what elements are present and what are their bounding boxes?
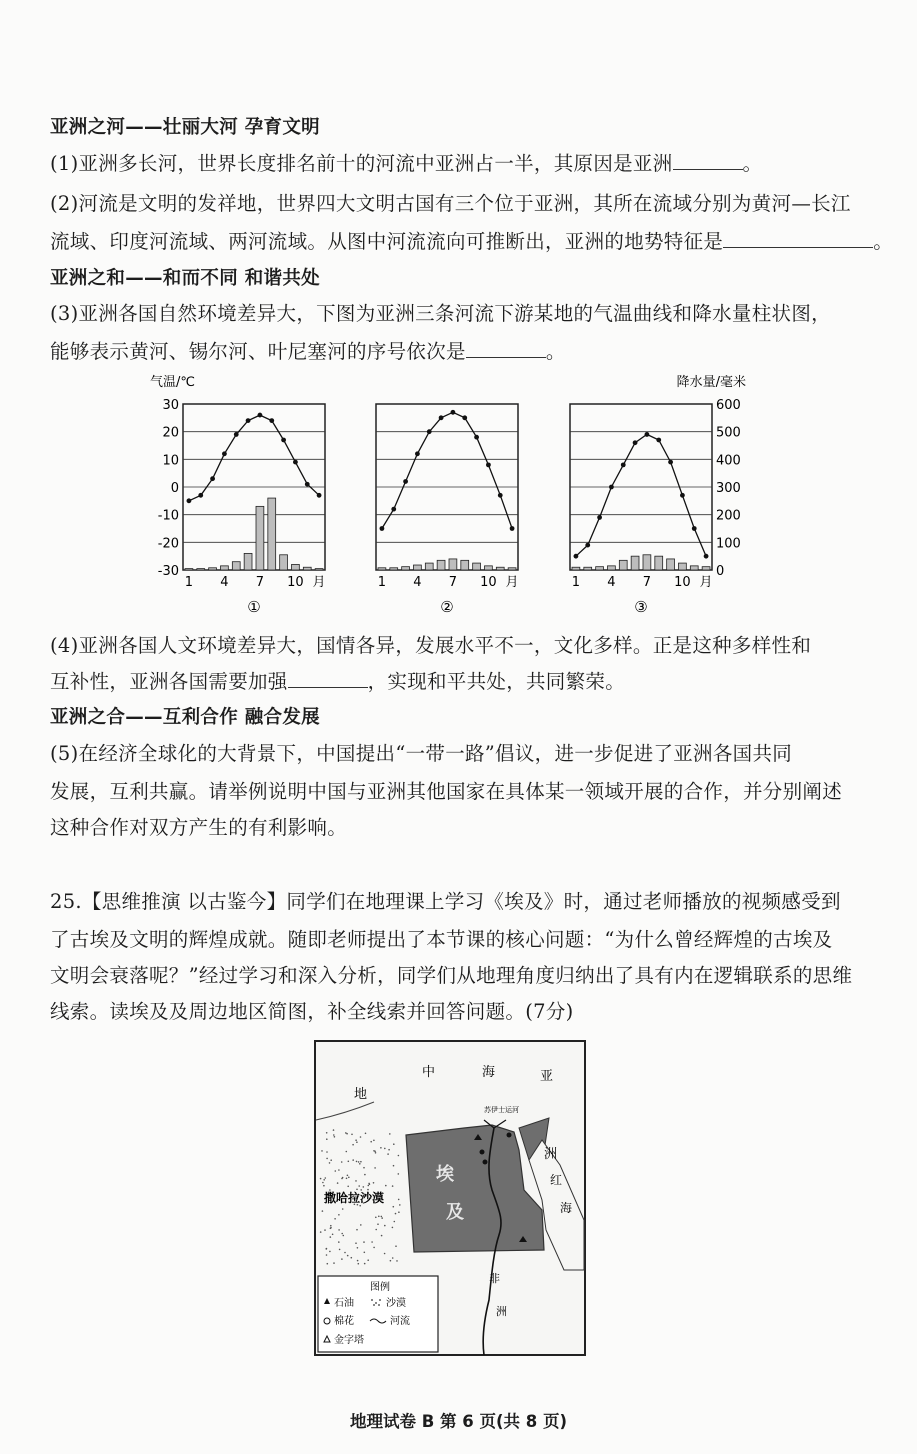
x-tick-label: 10 <box>287 575 304 590</box>
precipitation-bar <box>596 567 604 570</box>
label-africa-fei: 非 <box>489 1272 500 1285</box>
x-tick-label: 4 <box>413 575 422 590</box>
precipitation-bar <box>197 569 205 570</box>
x-tick-label: 月 <box>699 575 713 590</box>
precipitation-bar <box>631 556 639 570</box>
temperature-point <box>380 526 385 531</box>
sand-dot <box>363 1186 365 1188</box>
temperature-point <box>704 554 709 559</box>
question-3-line1: (3)亚洲各国自然环境差异大，下图为亚洲三条河流下游某地的气温曲线和降水量柱状图， <box>50 302 831 325</box>
q1-end: 。 <box>742 152 763 175</box>
temperature-point <box>281 438 286 443</box>
sand-dot <box>388 1149 390 1151</box>
y-tick-label-right: 200 <box>716 508 741 524</box>
sand-dot <box>323 1185 325 1187</box>
sand-dot <box>394 1221 396 1223</box>
sand-dot <box>320 1178 322 1180</box>
page-footer: 地理试卷 B 第 6 页(共 8 页) <box>349 1412 568 1431</box>
sand-dot <box>326 1248 328 1250</box>
temperature-point <box>621 462 626 467</box>
legend-cotton: 棉花 <box>334 1316 354 1327</box>
temperature-point <box>680 493 685 498</box>
sand-dot <box>321 1150 323 1152</box>
x-tick-label: 1 <box>377 575 387 590</box>
precipitation-bar <box>584 567 592 570</box>
question-25-line2: 了古埃及文明的辉煌成就。随即老师提出了本节课的核心问题：“为什么曾经辉煌的古埃及 <box>50 928 833 951</box>
label-asia: 亚 <box>540 1069 554 1084</box>
sand-dot <box>347 1255 349 1257</box>
temperature-point <box>246 418 251 423</box>
precipitation-bar <box>619 560 627 570</box>
precipitation-bar <box>268 498 276 570</box>
precipitation-bar <box>655 556 663 570</box>
sand-dot <box>389 1133 391 1135</box>
sand-dot <box>329 1251 331 1253</box>
x-tick-label: 7 <box>448 575 458 590</box>
y-tick-label-left: 20 <box>162 425 179 441</box>
sand-dot <box>322 1182 324 1184</box>
label-hai: 海 <box>482 1065 496 1080</box>
sand-dot <box>332 1234 334 1236</box>
sand-dot <box>356 1161 358 1163</box>
precipitation-bar <box>437 560 445 570</box>
precipitation-bar <box>496 567 504 570</box>
sand-dot <box>364 1174 366 1176</box>
sand-dot <box>363 1167 365 1169</box>
sand-dot <box>334 1218 336 1220</box>
sand-dot <box>357 1247 359 1249</box>
y-tick-label-left: -30 <box>157 564 179 579</box>
label-zhong: 中 <box>422 1065 436 1080</box>
sand-dot <box>360 1224 362 1226</box>
sand-dot <box>373 1150 375 1152</box>
y-tick-label-right: 400 <box>716 453 741 469</box>
sand-dot <box>346 1151 348 1153</box>
q4-text: 互补性，亚洲各国需要加强 <box>50 670 288 693</box>
sand-dot <box>347 1186 349 1188</box>
sand-dot <box>364 1252 366 1254</box>
y-axis-title-right: 降水量/毫米 <box>676 375 746 390</box>
y-tick-label-left: 0 <box>170 481 179 496</box>
x-tick-label: 10 <box>674 575 691 590</box>
sand-dot <box>348 1161 350 1163</box>
sand-dot <box>365 1133 367 1135</box>
sand-dot <box>368 1183 370 1185</box>
temperature-point <box>403 479 408 484</box>
sand-dot <box>359 1163 361 1165</box>
sand-dot <box>355 1180 357 1182</box>
sand-dot <box>358 1161 360 1163</box>
sand-dot <box>330 1159 332 1161</box>
precipitation-bar <box>185 569 193 570</box>
temperature-point <box>486 462 491 467</box>
precipitation-bar <box>280 555 288 570</box>
sand-dot <box>338 1241 340 1243</box>
sand-dot <box>330 1236 332 1238</box>
question-2-line2 <box>50 228 894 256</box>
sand-dot <box>352 1159 354 1161</box>
sand-dot <box>351 1257 353 1259</box>
label-egypt-2: 及 <box>446 1202 464 1223</box>
legend-oil: 石油 <box>334 1298 354 1309</box>
sand-dot <box>326 1254 328 1256</box>
section1-heading: 亚洲之河——壮丽大河 孕育文明 <box>50 117 320 138</box>
sand-dot <box>342 1177 344 1179</box>
precipitation-bar <box>485 566 493 570</box>
answer-blank-2[interactable] <box>723 231 873 248</box>
y-tick-label-right: 600 <box>716 398 741 413</box>
sand-dot <box>352 1144 354 1146</box>
question-5-line2: 发展，互利共赢。请举例说明中国与亚洲其他国家在具体某一领域开展的合作，并分别阐述 <box>50 780 843 803</box>
sand-dot <box>325 1177 327 1179</box>
precipitation-bar <box>449 559 457 570</box>
question-3-line2 <box>50 338 890 366</box>
precipitation-bar <box>402 567 410 570</box>
temperature-line <box>189 415 319 501</box>
sand-dot <box>392 1227 394 1229</box>
sand-dot <box>390 1260 392 1262</box>
sand-dot <box>392 1185 394 1187</box>
y-tick-label-right: 300 <box>716 481 741 496</box>
precipitation-bar <box>390 568 398 570</box>
precipitation-bar <box>244 553 252 570</box>
precipitation-bar <box>378 568 386 570</box>
climate-charts <box>140 372 780 622</box>
temperature-point <box>609 485 614 490</box>
sand-dot <box>398 1211 400 1213</box>
question-4-line1: (4)亚洲各国人文环境差异大，国情各异，发展水平不一，文化多样。正是这种多样性和 <box>50 634 812 657</box>
sand-dot <box>334 1136 336 1138</box>
sand-dot <box>358 1185 360 1187</box>
sand-dot <box>343 1235 345 1237</box>
label-di: 地 <box>354 1087 368 1102</box>
sand-dot <box>378 1216 380 1218</box>
y-tick-label-right: 0 <box>716 564 725 579</box>
x-tick-label: 4 <box>607 575 616 590</box>
sand-dot <box>330 1227 332 1229</box>
sand-dot <box>393 1206 395 1208</box>
temperature-line <box>576 434 706 556</box>
label-zhou: 洲 <box>544 1147 558 1162</box>
temperature-point <box>668 460 673 465</box>
label-sahara: 撒哈拉沙漠 <box>324 1191 385 1205</box>
q3-end: 。 <box>545 340 566 363</box>
precipitation-bar <box>414 565 422 570</box>
sand-dot <box>387 1153 389 1155</box>
legend-title: 图例 <box>370 1282 390 1293</box>
precipitation-bar <box>232 562 240 570</box>
sand-dot <box>380 1147 382 1149</box>
precipitation-bar <box>209 568 217 570</box>
sand-dot <box>330 1225 332 1227</box>
x-tick-label: 月 <box>505 575 519 590</box>
egypt-map <box>314 1040 586 1356</box>
sand-dot <box>324 1229 326 1231</box>
y-tick-label-left: 30 <box>162 398 179 413</box>
sand-dot <box>375 1217 377 1219</box>
sand-dot <box>381 1235 383 1237</box>
sand-dot <box>385 1185 387 1187</box>
answer-blank-3[interactable] <box>466 341 546 358</box>
temperature-point <box>415 451 420 456</box>
precipitation-bar <box>425 563 433 570</box>
x-tick-label: 7 <box>255 575 265 590</box>
precipitation-bar <box>690 566 698 570</box>
sand-dot <box>384 1253 386 1255</box>
sand-dot <box>347 1175 349 1177</box>
precipitation-bar <box>473 563 481 570</box>
temperature-point <box>439 415 444 420</box>
y-tick-label-right: 500 <box>716 425 741 441</box>
temperature-point <box>574 554 579 559</box>
sand-dot <box>337 1182 339 1184</box>
precipitation-bar <box>292 564 300 570</box>
sand-dot <box>322 1210 324 1212</box>
q4-end: ，实现和平共处，共同繁荣。 <box>367 670 626 693</box>
question-5-line3: 这种合作对双方产生的有利影响。 <box>50 816 348 839</box>
label-red: 红 <box>550 1173 563 1187</box>
temperature-point <box>585 543 590 548</box>
chart-number-label: ② <box>440 598 454 616</box>
sand-dot <box>398 1199 400 1201</box>
precipitation-bar <box>667 559 675 570</box>
sand-dot <box>326 1158 328 1160</box>
sand-dot <box>384 1225 386 1227</box>
sand-dot <box>368 1185 370 1187</box>
sand-dot <box>373 1182 375 1184</box>
sand-dot <box>381 1216 383 1218</box>
sand-dot <box>370 1141 372 1143</box>
sand-dot <box>356 1141 358 1143</box>
temperature-point <box>234 432 239 437</box>
y-tick-label-left: 10 <box>162 453 179 469</box>
q2-end: 。 <box>873 230 894 253</box>
sand-dot <box>341 1161 343 1163</box>
y-tick-label-right: 100 <box>716 536 741 552</box>
label-sea: 海 <box>560 1201 573 1215</box>
precipitation-bar <box>608 566 616 570</box>
sand-dot <box>339 1249 341 1251</box>
sand-dot <box>375 1152 377 1154</box>
sand-dot <box>359 1205 361 1207</box>
temperature-point <box>656 438 661 443</box>
sand-dot <box>398 1173 400 1175</box>
precipitation-bar <box>461 560 469 570</box>
temperature-point <box>633 440 638 445</box>
sand-dot <box>327 1263 329 1265</box>
sand-dot <box>364 1263 366 1265</box>
precipitation-bar <box>643 555 651 570</box>
temperature-point <box>317 493 322 498</box>
legend-pyramid: 金字塔 <box>334 1335 364 1346</box>
sand-dot <box>374 1167 376 1169</box>
x-tick-label: 月 <box>312 575 326 590</box>
answer-blank-1[interactable] <box>673 153 743 170</box>
label-suez-canal: 苏伊士运河 <box>484 1106 519 1114</box>
temperature-point <box>258 413 263 418</box>
precipitation-bar <box>508 568 516 570</box>
sand-dot <box>348 1177 350 1179</box>
sand-dot <box>355 1242 357 1244</box>
temperature-point <box>305 482 310 487</box>
section2-heading: 亚洲之和——和而不同 和谐共处 <box>50 268 320 289</box>
sand-dot <box>398 1155 400 1157</box>
sand-dot <box>371 1241 373 1243</box>
label-egypt-1: 埃 <box>436 1164 454 1185</box>
temperature-point <box>462 415 467 420</box>
precipitation-bar <box>221 566 229 570</box>
sand-dot <box>335 1170 337 1172</box>
temperature-point <box>198 493 203 498</box>
sand-dot <box>338 1229 340 1231</box>
sand-dot <box>326 1132 328 1134</box>
sand-dot <box>344 1252 346 1254</box>
sand-dot <box>357 1260 359 1262</box>
sand-dot <box>373 1140 375 1142</box>
chart-number-label: ① <box>247 598 261 616</box>
sand-dot <box>333 1262 335 1264</box>
sand-dot <box>338 1169 340 1171</box>
temperature-point <box>597 515 602 520</box>
sand-dot <box>346 1178 348 1180</box>
x-tick-label: 1 <box>571 575 581 590</box>
sand-dot <box>356 1229 358 1231</box>
sand-dot <box>360 1161 362 1163</box>
question-2-line1: (2)河流是文明的发祥地，世界四大文明古国有三个位于亚洲，其所在流域分别为黄河—长江 <box>50 192 851 215</box>
sand-dot <box>375 1229 377 1231</box>
sand-dot <box>333 1134 335 1136</box>
question-1 <box>50 150 890 178</box>
temperature-point <box>391 507 396 512</box>
sand-dot <box>320 1231 322 1233</box>
sand-dot <box>367 1259 369 1261</box>
label-africa-zhou: 洲 <box>496 1305 507 1318</box>
temperature-point <box>498 493 503 498</box>
sand-dot <box>395 1213 397 1215</box>
question-5-line1: (5)在经济全球化的大背景下，中国提出“一带一路”倡议，进一步促进了亚洲各国共同 <box>50 742 793 765</box>
x-tick-label: 1 <box>184 575 194 590</box>
sand-dot <box>333 1129 335 1131</box>
temperature-point <box>427 429 432 434</box>
legend-desert: 沙漠 <box>386 1298 406 1309</box>
q2-text: 流域、印度河流域、两河流域。从图中河流流向可推断出，亚洲的地势特征是 <box>50 230 724 253</box>
sand-dot <box>360 1136 362 1138</box>
y-tick-label-left: -10 <box>157 508 179 524</box>
sand-dot <box>393 1165 395 1167</box>
section3-heading: 亚洲之合——互利合作 融合发展 <box>50 707 320 728</box>
sand-dot <box>338 1214 340 1216</box>
x-tick-label: 10 <box>480 575 497 590</box>
x-tick-label: 4 <box>220 575 229 590</box>
temperature-point <box>645 432 650 437</box>
sand-dot <box>399 1204 401 1206</box>
sand-dot <box>326 1151 328 1153</box>
temperature-point <box>474 435 479 440</box>
temperature-point <box>210 476 215 481</box>
precipitation-bar <box>702 567 710 570</box>
sand-dot <box>323 1179 325 1181</box>
sand-dot <box>392 1257 394 1259</box>
temperature-point <box>510 526 515 531</box>
temperature-point <box>293 460 298 465</box>
sand-dot <box>329 1162 331 1164</box>
precipitation-bar <box>256 506 264 570</box>
sand-dot <box>356 1189 358 1191</box>
temperature-line <box>382 412 512 528</box>
x-tick-label: 7 <box>642 575 652 590</box>
sand-dot <box>373 1247 375 1249</box>
temperature-point <box>451 410 456 415</box>
legend-river: 河流 <box>390 1316 410 1327</box>
temperature-point <box>222 451 227 456</box>
sand-dot <box>358 1263 360 1265</box>
question-25-line3: 文明会衰落呢？”经过学习和深入分析，同学们从地理角度归纳出了具有内在逻辑联系的思维 <box>50 964 853 987</box>
precipitation-bar <box>315 569 323 570</box>
q3-text: 能够表示黄河、锡尔河、叶尼塞河的序号依次是 <box>50 340 466 363</box>
sand-dot <box>381 1217 383 1219</box>
chart-number-label: ③ <box>634 598 648 616</box>
sand-dot <box>351 1134 353 1136</box>
precipitation-bar <box>572 567 580 570</box>
sand-dot <box>377 1223 379 1225</box>
temperature-point <box>269 418 274 423</box>
temperature-point <box>692 526 697 531</box>
sand-dot <box>341 1258 343 1260</box>
sand-dot <box>355 1139 357 1141</box>
temperature-point <box>187 498 192 503</box>
sand-dot <box>393 1143 395 1145</box>
precipitation-bar <box>303 567 311 570</box>
sand-dot <box>341 1233 343 1235</box>
precipitation-bar <box>679 563 687 570</box>
y-axis-title-left: 气温/℃ <box>150 375 195 390</box>
sand-dot <box>326 1138 328 1140</box>
sand-dot <box>342 1208 344 1210</box>
y-tick-label-left: -20 <box>157 536 179 552</box>
question-25-line1: 25.【思维推演 以古鉴今】同学们在地理课上学习《埃及》时，通过老师播放的视频感受到 <box>50 890 841 913</box>
question-25-line4: 线索。读埃及及周边地区简图，补全线索并回答问题。(7分) <box>50 1000 574 1023</box>
sand-dot <box>396 1260 398 1262</box>
sand-dot <box>395 1245 397 1247</box>
sand-dot <box>384 1148 386 1150</box>
question-4-line2 <box>50 668 890 696</box>
sand-dot <box>363 1241 365 1243</box>
answer-blank-4[interactable] <box>288 671 368 688</box>
q1-text: (1)亚洲多长河，世界长度排名前十的河流中亚洲占一半，其原因是亚洲 <box>50 152 673 175</box>
sand-dot <box>346 1133 348 1135</box>
